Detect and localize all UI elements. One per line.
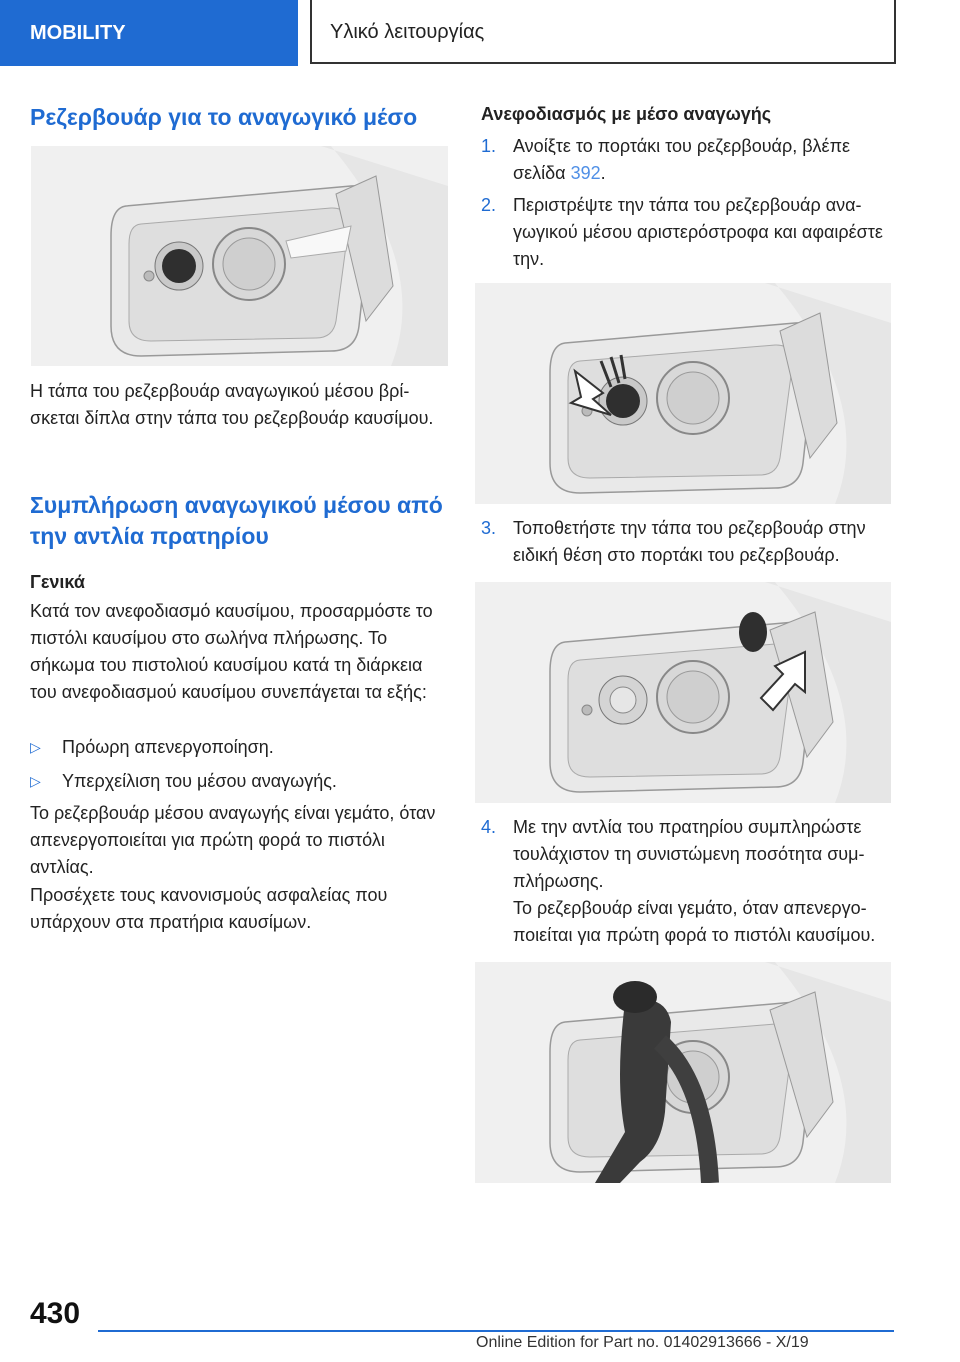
remove-cap-illustration — [475, 283, 891, 504]
step-4 — [481, 814, 901, 899]
step-3 — [481, 515, 901, 575]
step-number: 1. — [481, 136, 497, 156]
section-tab[interactable]: MOBILITY — [0, 0, 298, 66]
chapter-title: Υλικό λειτουργίας — [310, 0, 896, 64]
section-subtitle: Συμπλήρωση αναγωγικού μέσου από την αντλία πρατηρίου — [30, 492, 443, 549]
page-number: 430 — [30, 1297, 81, 1330]
step-text: Ανοίξτε το πορτάκι του ρεζερβουάρ, βλέπε σελίδα 392. — [513, 136, 851, 183]
figure-store-cap — [475, 582, 891, 803]
filler-flap-illustration — [31, 146, 448, 366]
bullet-triangle-icon: ▷ — [30, 773, 41, 789]
step-4-note: Το ρεζερβουάρ είναι γεμάτο, όταν απενεργοποιείται για πρώτη φορά το πιστόλι καυσίμου. — [513, 898, 876, 945]
section-title: Ρεζερβουάρ για το αναγωγικό μέσο — [30, 104, 418, 130]
general-paragraph: Κατά τον ανεφοδιασμό καυσίμου, προσαρμόστε το πιστόλι καυσίμου στο σωλήνα πλήρωσης. Το σήκωμα του πιστολιού καυσίμου κατά τη διάρκεια του ανεφοδιασμού καυσίμου συνεπάγεται τα εξής: — [30, 601, 433, 702]
step-text: Τοποθετήστε την τάπα του ρεζερβουάρ στην ειδική θέση στο πορτάκι του ρεζερβουάρ. — [513, 518, 866, 565]
bullet-text: Υπερχείλιση του μέσου αναγωγής. — [62, 771, 337, 791]
step-2 — [481, 192, 901, 282]
step-text: Με την αντλία του πρατηρίου συμπληρώστε τουλάχιστον τη συνιστώμενη ποσότητα συμπλήρωσης. — [513, 817, 865, 891]
bullet-text: Πρόωρη απενεργοποίηση. — [62, 737, 274, 757]
figure-reductant-cap — [31, 146, 448, 366]
step-number: 4. — [481, 817, 497, 837]
pump-nozzle-illustration — [475, 962, 891, 1183]
caption-text: Η τάπα του ρεζερβουάρ αναγωγικού μέσου βρίσκεται δίπλα στην τάπα του ρεζερβουάρ καυσίμου. — [30, 381, 434, 428]
footer-divider — [98, 1330, 894, 1332]
safety-note-paragraph: Προσέχετε τους κανονισμούς ασφαλείας που υπάρχουν στα πρατήρια καυσίμων. — [30, 885, 388, 932]
step-1 — [481, 133, 901, 193]
figure-remove-cap — [475, 283, 891, 504]
page-header — [0, 0, 960, 66]
step-number: 3. — [481, 518, 497, 538]
edition-note: Online Edition for Part no. 01402913666 - X/19 — [476, 1334, 809, 1351]
refuel-heading: Ανεφοδιασμός με μέσο αναγωγής — [481, 104, 772, 124]
figure-pump-nozzle — [475, 962, 891, 1183]
full-tank-paragraph: Το ρεζερβουάρ μέσου αναγωγής είναι γεμάτο, όταν απενεργοποιείται για πρώτη φορά το πιστόλι αντλίας. — [30, 803, 436, 877]
store-cap-illustration — [475, 582, 891, 803]
general-heading: Γενικά — [30, 572, 85, 592]
step-text: Περιστρέψτε την τάπα του ρεζερβουάρ αναγωγικού μέσου αριστερόστροφα και αφαιρέστε την. — [513, 195, 883, 269]
page-link[interactable]: 392 — [570, 163, 601, 183]
step-number: 2. — [481, 195, 497, 215]
bullet-triangle-icon: ▷ — [30, 739, 41, 755]
